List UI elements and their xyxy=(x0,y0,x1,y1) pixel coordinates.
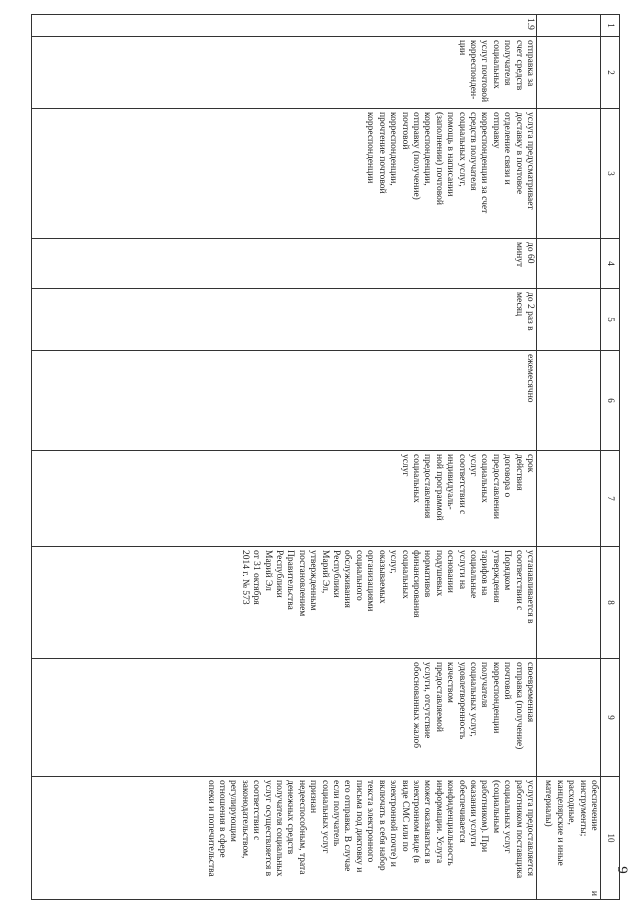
header-col-4: 4 xyxy=(601,239,620,289)
service-conditions: услуга предоставляется работником поставщика социальных услуг (социальным работником). При оказании услуги обеспечивается конфиденциальность информации. Услуга может оказываться в электронном виде (в виде СМС или по электронной почте) и включать в себя набор текста электронного письма под диктовку и его отправка. В случае если получатель социальных услуг признан недееспособным, трата денежных средств получателя социальных услуг осуществляется в соответствии с законодательством, регулирующим отношения в сфере опеки и попечительства xyxy=(32,777,537,900)
header-col-3: 3 xyxy=(601,109,620,239)
service-description: услуга предусматривает доставку в почтовое отделение связи и отправку корреспонденции за счет средств получателя социальных услуг, помощь в написании (заполнении) почтовой корреспонденции, отправку (получение) почтовой корреспонденции, прочтение почтовой корреспонденции xyxy=(32,109,537,239)
service-name: отправка за счет средств получателя социальных услуг почтовой корреспонден- ции xyxy=(32,37,537,109)
carry-over-cell xyxy=(537,777,601,900)
carry-over-row xyxy=(537,15,601,900)
service-frequency: до 2 раз в месяц xyxy=(32,289,537,351)
header-col-8: 8 xyxy=(601,547,620,659)
header-col-1: 1 xyxy=(601,15,620,37)
row-number: 1.9 xyxy=(32,15,537,37)
page-number: 9 xyxy=(614,866,630,874)
header-col-10: 10 xyxy=(601,777,620,900)
quality-indicators: своевременная отправка (получение) почтовой корреспонденции получателя социальных услуг, удовлетворенность качеством предоставляемой услуги, отсутствие обоснованных жалоб xyxy=(32,659,537,777)
header-col-7: 7 xyxy=(601,451,620,547)
header-col-9: 9 xyxy=(601,659,620,777)
header-row xyxy=(601,15,620,900)
service-time: до 60 минут xyxy=(32,239,537,289)
header-col-2: 2 xyxy=(601,37,620,109)
carry-over-text: обеспечение инструменты; расходные, канцелярские и иные материалы) xyxy=(543,780,599,866)
header-col-6: 6 xyxy=(601,351,620,451)
carry-over-mark: и xyxy=(589,890,599,896)
service-period: ежемесячно xyxy=(32,351,537,451)
services-table xyxy=(31,14,620,900)
rotated-table-container xyxy=(12,14,620,899)
header-col-5: 5 xyxy=(601,289,620,351)
service-term: срок действия договора о предоставлении социальных услуг соответствии с индивидуаль- ной программой предоставления социальных услуг xyxy=(32,451,537,547)
table-row xyxy=(32,15,537,900)
service-tariff: устанавливается в соответствии с Порядком утверждения тарифов на социальные услуги на основании подушевых нормативов финансирования социальных услуг, оказываемых организациями социального обслуживания Республики Марий Эл, утвержденным постановлением Правительства Республики Марий Эл от 31 октября 2014 г. № 573 xyxy=(32,547,537,659)
